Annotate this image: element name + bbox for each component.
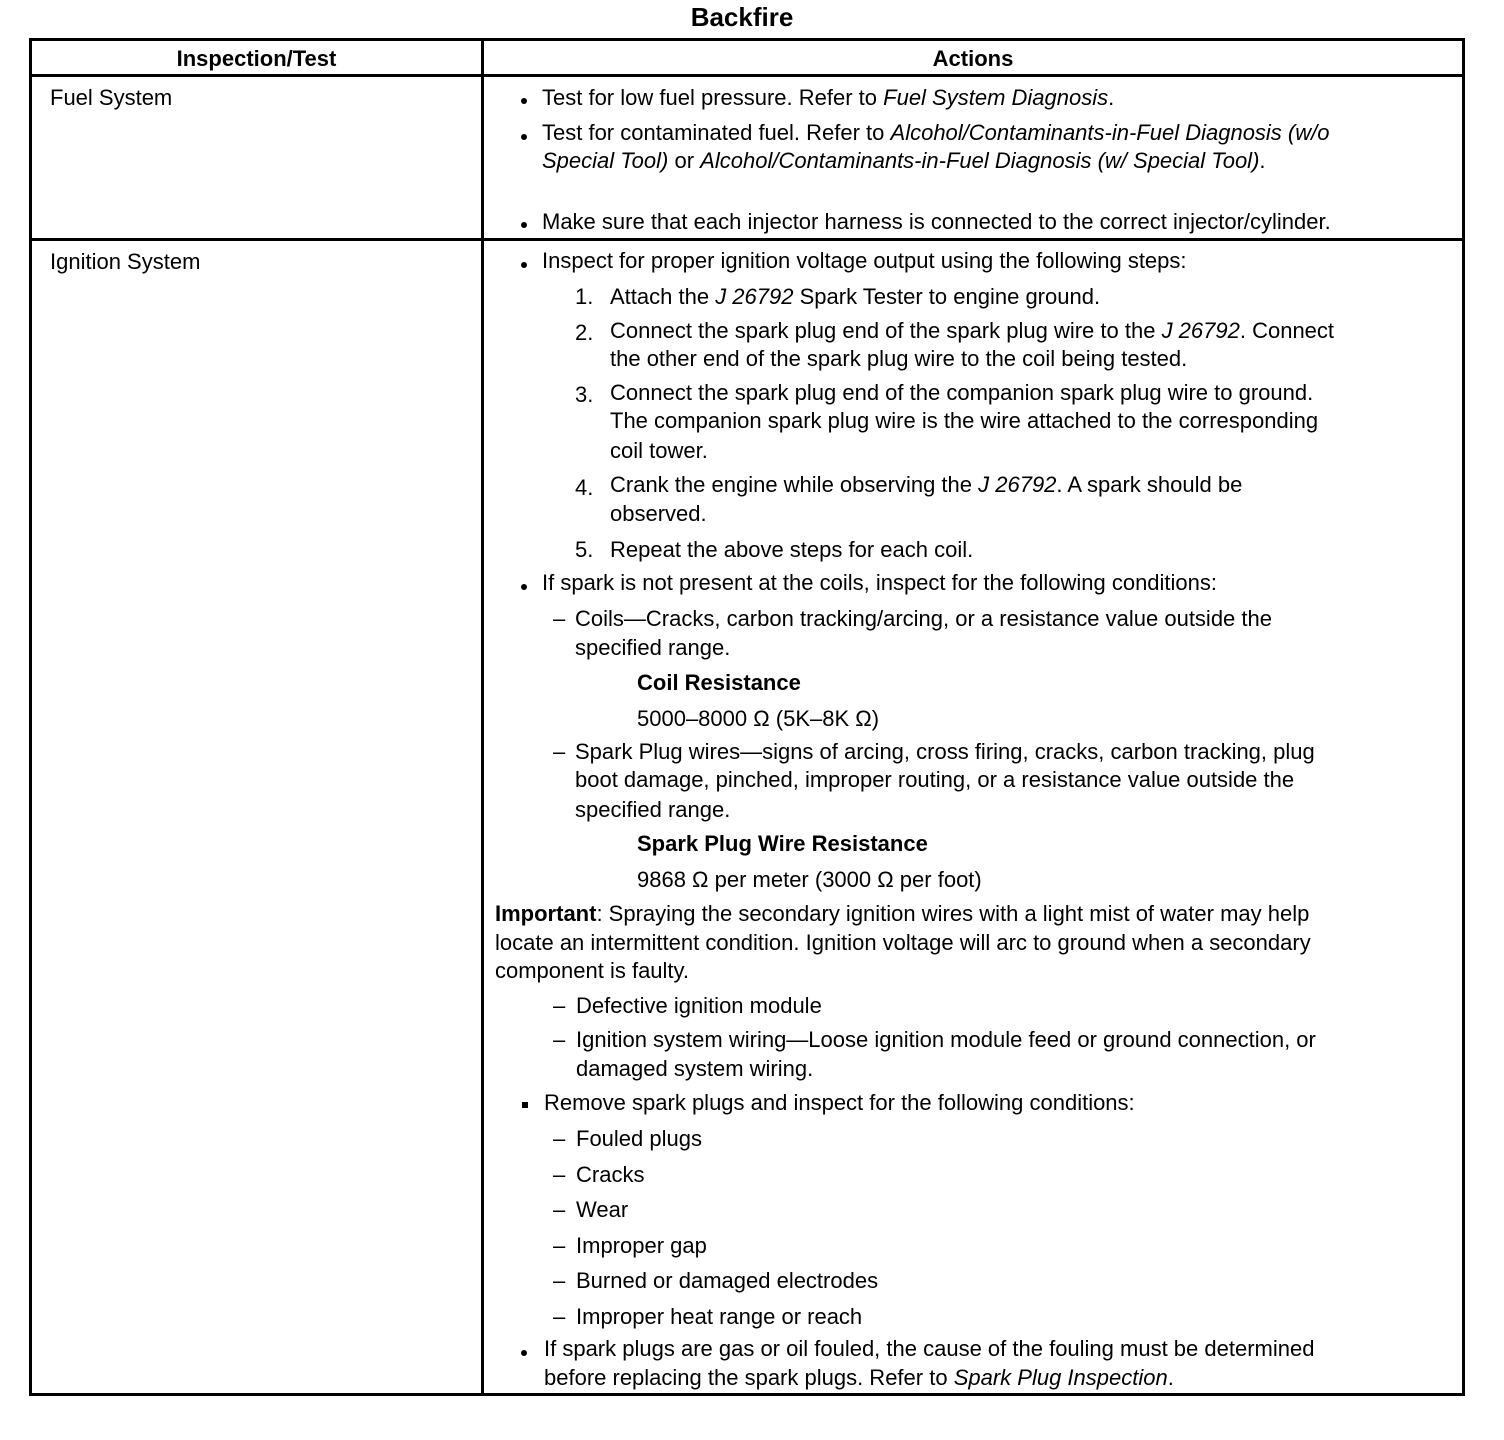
bullet-icon <box>521 584 527 590</box>
header-divider <box>32 74 1462 77</box>
row-divider <box>32 238 1462 241</box>
bullet-icon <box>521 98 527 104</box>
bullet-icon <box>521 262 527 268</box>
coil-resistance-title: Coil Resistance <box>637 670 801 695</box>
coil-resistance-value: 5000–8000 Ω (5K–8K Ω) <box>637 706 880 731</box>
diagnosis-table: Inspection/Test Actions Fuel System Test for low fuel pressure. Refer to Fuel System Diagnosis. Test for contaminated fuel. Refer to Alcohol/Contaminants-in-Fuel Diagnosis (w/o Special Tool) or Alcohol/Contaminants-in-Fuel Diagnosis (w/ Special Tool). Make sure that each injector harness is connected to the correct injector/cylinder. Ignition System Inspect for proper ignition voltage output using the following steps: 1. Attach the J 26792 Spark Tester to engine ground. 2. Connect the spark plug end of the spark plug wire to the J 26792. Connect the other end of the spark plug wire to the coil being tested. 3. Connect the spark plug end of the companion spark plug wire to ground. The companion spark plug wire is the wire attached to the corresponding coil tower. 4. Crank the engine while observing the J 26792. A spark should be observed. 5. Repeat the above steps for each coil. If spark is not present at the coils, inspect for the following conditions: – Coils—Cracks, carbon tracking/arcing, or a resistance value outside the specified range. Coil Resistance 5000–8000 Ω (5K–8K Ω) – Spark Plug wires—signs of arcing, cross firing, cracks, carbon tracking, plug boot damage, pinched, improper routing, or a resistance value outside the specified range. Spark Plug Wire Resistance 9868 Ω per meter (3000 Ω per foot) Important: Spraying the secondary ignition wires with a light mist of water may help locate an intermittent condition. Ignition voltage will arc to ground when a secondary component is faulty. – Defective ignition module – Ignition system wiring—Loose ignition module feed or ground connection, or damaged system wiring. Remove spark plugs and inspect for the following conditions: – Fouled plugs – Cracks – Wear – Improper gap – Burned or damaged electrodes – Improper heat range or reach If spark plugs are gas or oil fouled, the cause of the fouling must be determined before replacing the spark plugs. Refer to Spark Plug Inspection. <box>29 38 1465 1396</box>
row-label-ignition-system: Ignition System <box>50 249 201 274</box>
row-label-fuel-system: Fuel System <box>50 85 173 110</box>
wire-resistance-value: 9868 Ω per meter (3000 Ω per foot) <box>637 867 982 892</box>
page-title: Backfire <box>690 2 794 32</box>
wire-resistance-title: Spark Plug Wire Resistance <box>637 831 928 856</box>
bullet-icon <box>521 222 527 228</box>
bullet-icon <box>522 1102 528 1108</box>
column-header-inspection: Inspection/Test <box>176 46 337 71</box>
bullet-icon <box>521 1350 527 1356</box>
column-header-actions: Actions <box>932 46 1014 71</box>
column-divider <box>481 41 484 1393</box>
bullet-icon <box>521 134 527 140</box>
